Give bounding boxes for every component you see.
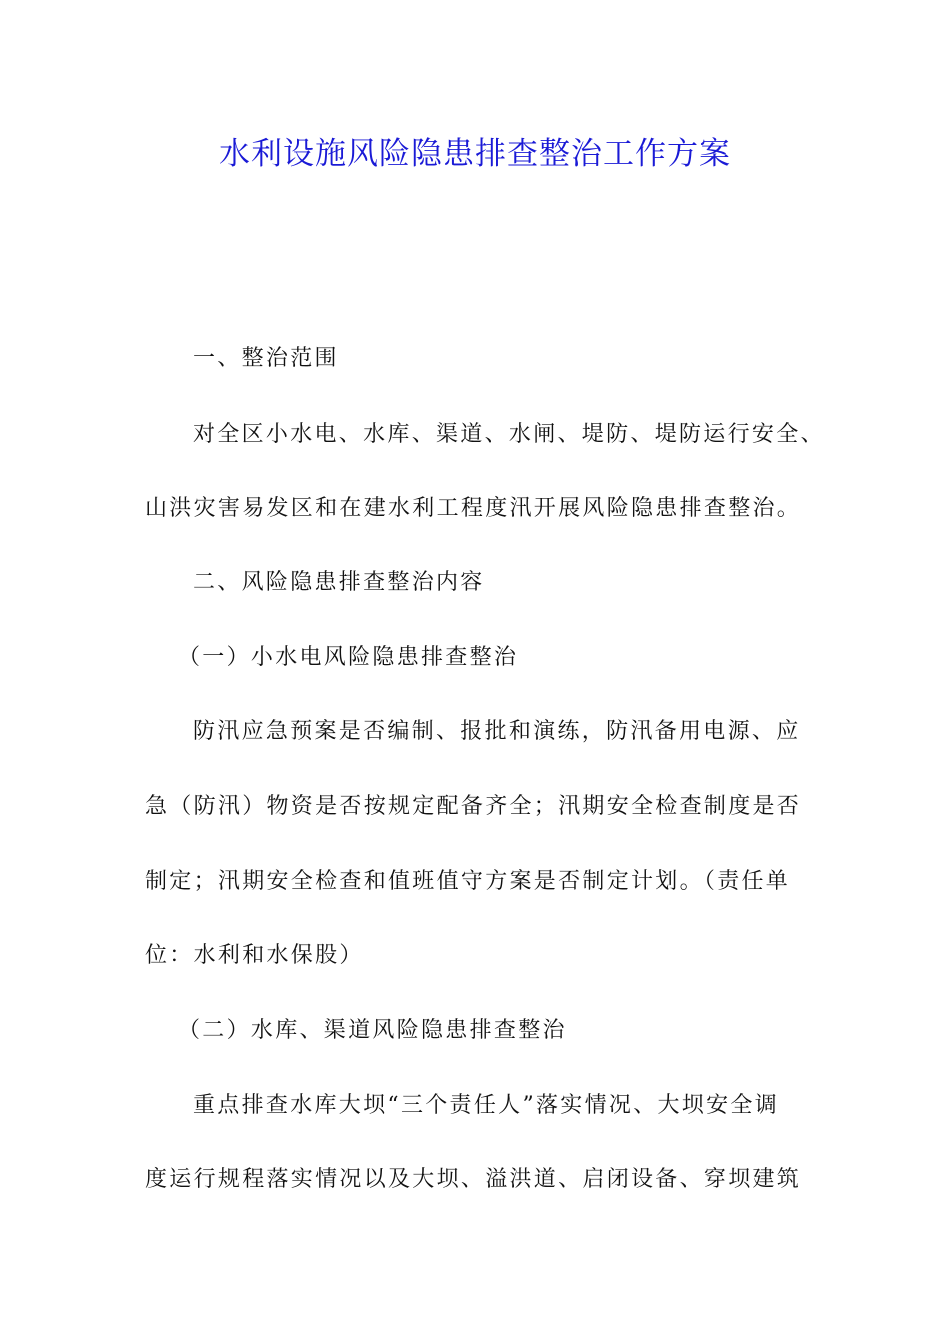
section-heading-content: 二、风险隐患排查整治内容 <box>193 570 485 595</box>
subsection-heading-reservoir-canal: （二）水库、渠道风险隐患排查整治 <box>178 1018 567 1043</box>
section-heading-scope: 一、整治范围 <box>193 346 339 371</box>
paragraph-line: 急（防汛）物资是否按规定配备齐全；汛期安全检查制度是否 <box>145 794 802 819</box>
paragraph-line: 对全区小水电、水库、渠道、水闸、堤防、堤防运行安全、 <box>193 422 825 447</box>
paragraph-line: 防汛应急预案是否编制、报批和演练，防汛备用电源、应 <box>193 719 801 744</box>
paragraph-line: 山洪灾害易发区和在建水利工程度汛开展风险隐患排查整治。 <box>145 496 802 521</box>
paragraph-line: 重点排查水库大坝“三个责任人”落实情况、大坝安全调 <box>193 1093 779 1118</box>
paragraph-line: 位：水利和水保股） <box>145 943 364 968</box>
paragraph-line: 制定；汛期安全检查和值班值守方案是否制定计划。（责任单 <box>145 869 791 894</box>
document-title: 水利设施风险隐患排查整治工作方案 <box>219 136 731 172</box>
paragraph-line: 度运行规程落实情况以及大坝、溢洪道、启闭设备、穿坝建筑 <box>145 1167 802 1192</box>
subsection-heading-small-hydropower: （一）小水电风险隐患排查整治 <box>178 645 519 670</box>
